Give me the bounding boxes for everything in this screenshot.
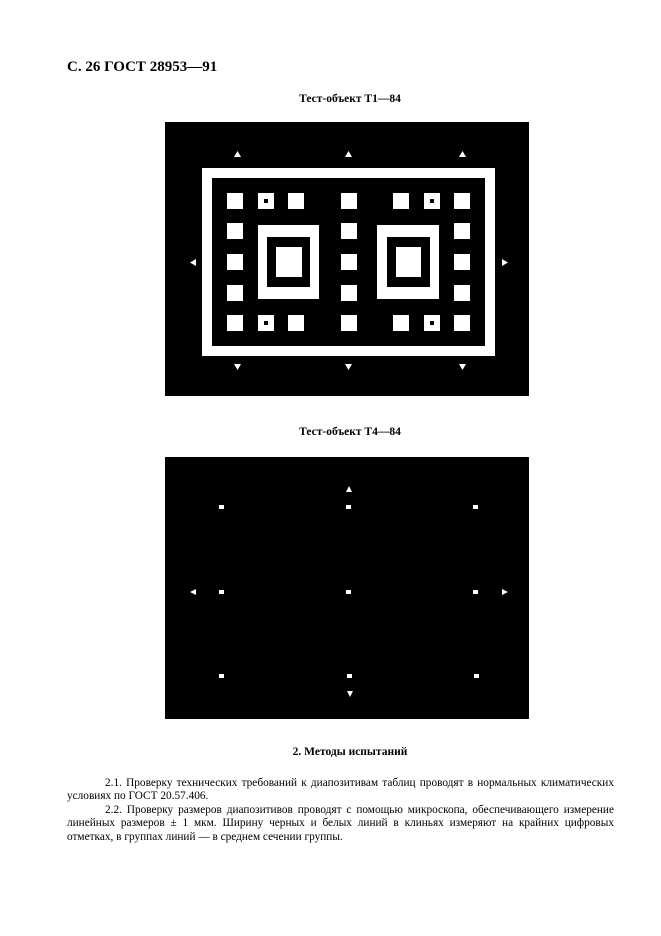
test-square bbox=[227, 315, 243, 331]
test-square bbox=[430, 321, 434, 325]
test-square bbox=[454, 315, 470, 331]
test-square bbox=[454, 223, 470, 239]
test-square bbox=[341, 285, 357, 301]
test-square bbox=[454, 193, 470, 209]
test-object-t4-image bbox=[165, 457, 529, 719]
figure-caption-t1: Тест-объект Т1—84 bbox=[299, 93, 401, 105]
paragraph-2-2: 2.2. Проверку размеров диапозитивов проводят с помощью микроскопа, обеспечивающего измерение линейных размеров ± 1 мкм. Ширину черных и белых линий в клиньях измеряют на крайних цифровых отметках, в группах линий — в среднем сечении группы. bbox=[67, 803, 614, 843]
test-square bbox=[264, 321, 268, 325]
paragraph-2-1: 2.1. Проверку технических требований к диапозитивам таблиц проводят в нормальных климатических условиях по ГОСТ 20.57.406. bbox=[67, 777, 614, 803]
figure-caption-t4: Тест-объект Т4—84 bbox=[299, 426, 401, 438]
section-heading: 2. Методы испытаний bbox=[292, 746, 408, 758]
test-object-t1-image bbox=[165, 122, 529, 396]
test-square bbox=[454, 254, 470, 270]
test-square bbox=[430, 199, 434, 203]
test-square bbox=[264, 199, 268, 203]
test-square bbox=[393, 193, 409, 209]
test-square bbox=[454, 285, 470, 301]
test-square bbox=[341, 193, 357, 209]
test-square bbox=[288, 315, 304, 331]
test-square bbox=[227, 223, 243, 239]
page-header: С. 26 ГОСТ 28953—91 bbox=[67, 59, 218, 75]
test-square bbox=[227, 193, 243, 209]
test-square bbox=[341, 254, 357, 270]
test-square bbox=[341, 315, 357, 331]
test-square bbox=[227, 254, 243, 270]
test-square bbox=[227, 285, 243, 301]
test-square bbox=[341, 223, 357, 239]
test-square bbox=[288, 193, 304, 209]
test-square bbox=[393, 315, 409, 331]
section-body bbox=[67, 777, 614, 844]
